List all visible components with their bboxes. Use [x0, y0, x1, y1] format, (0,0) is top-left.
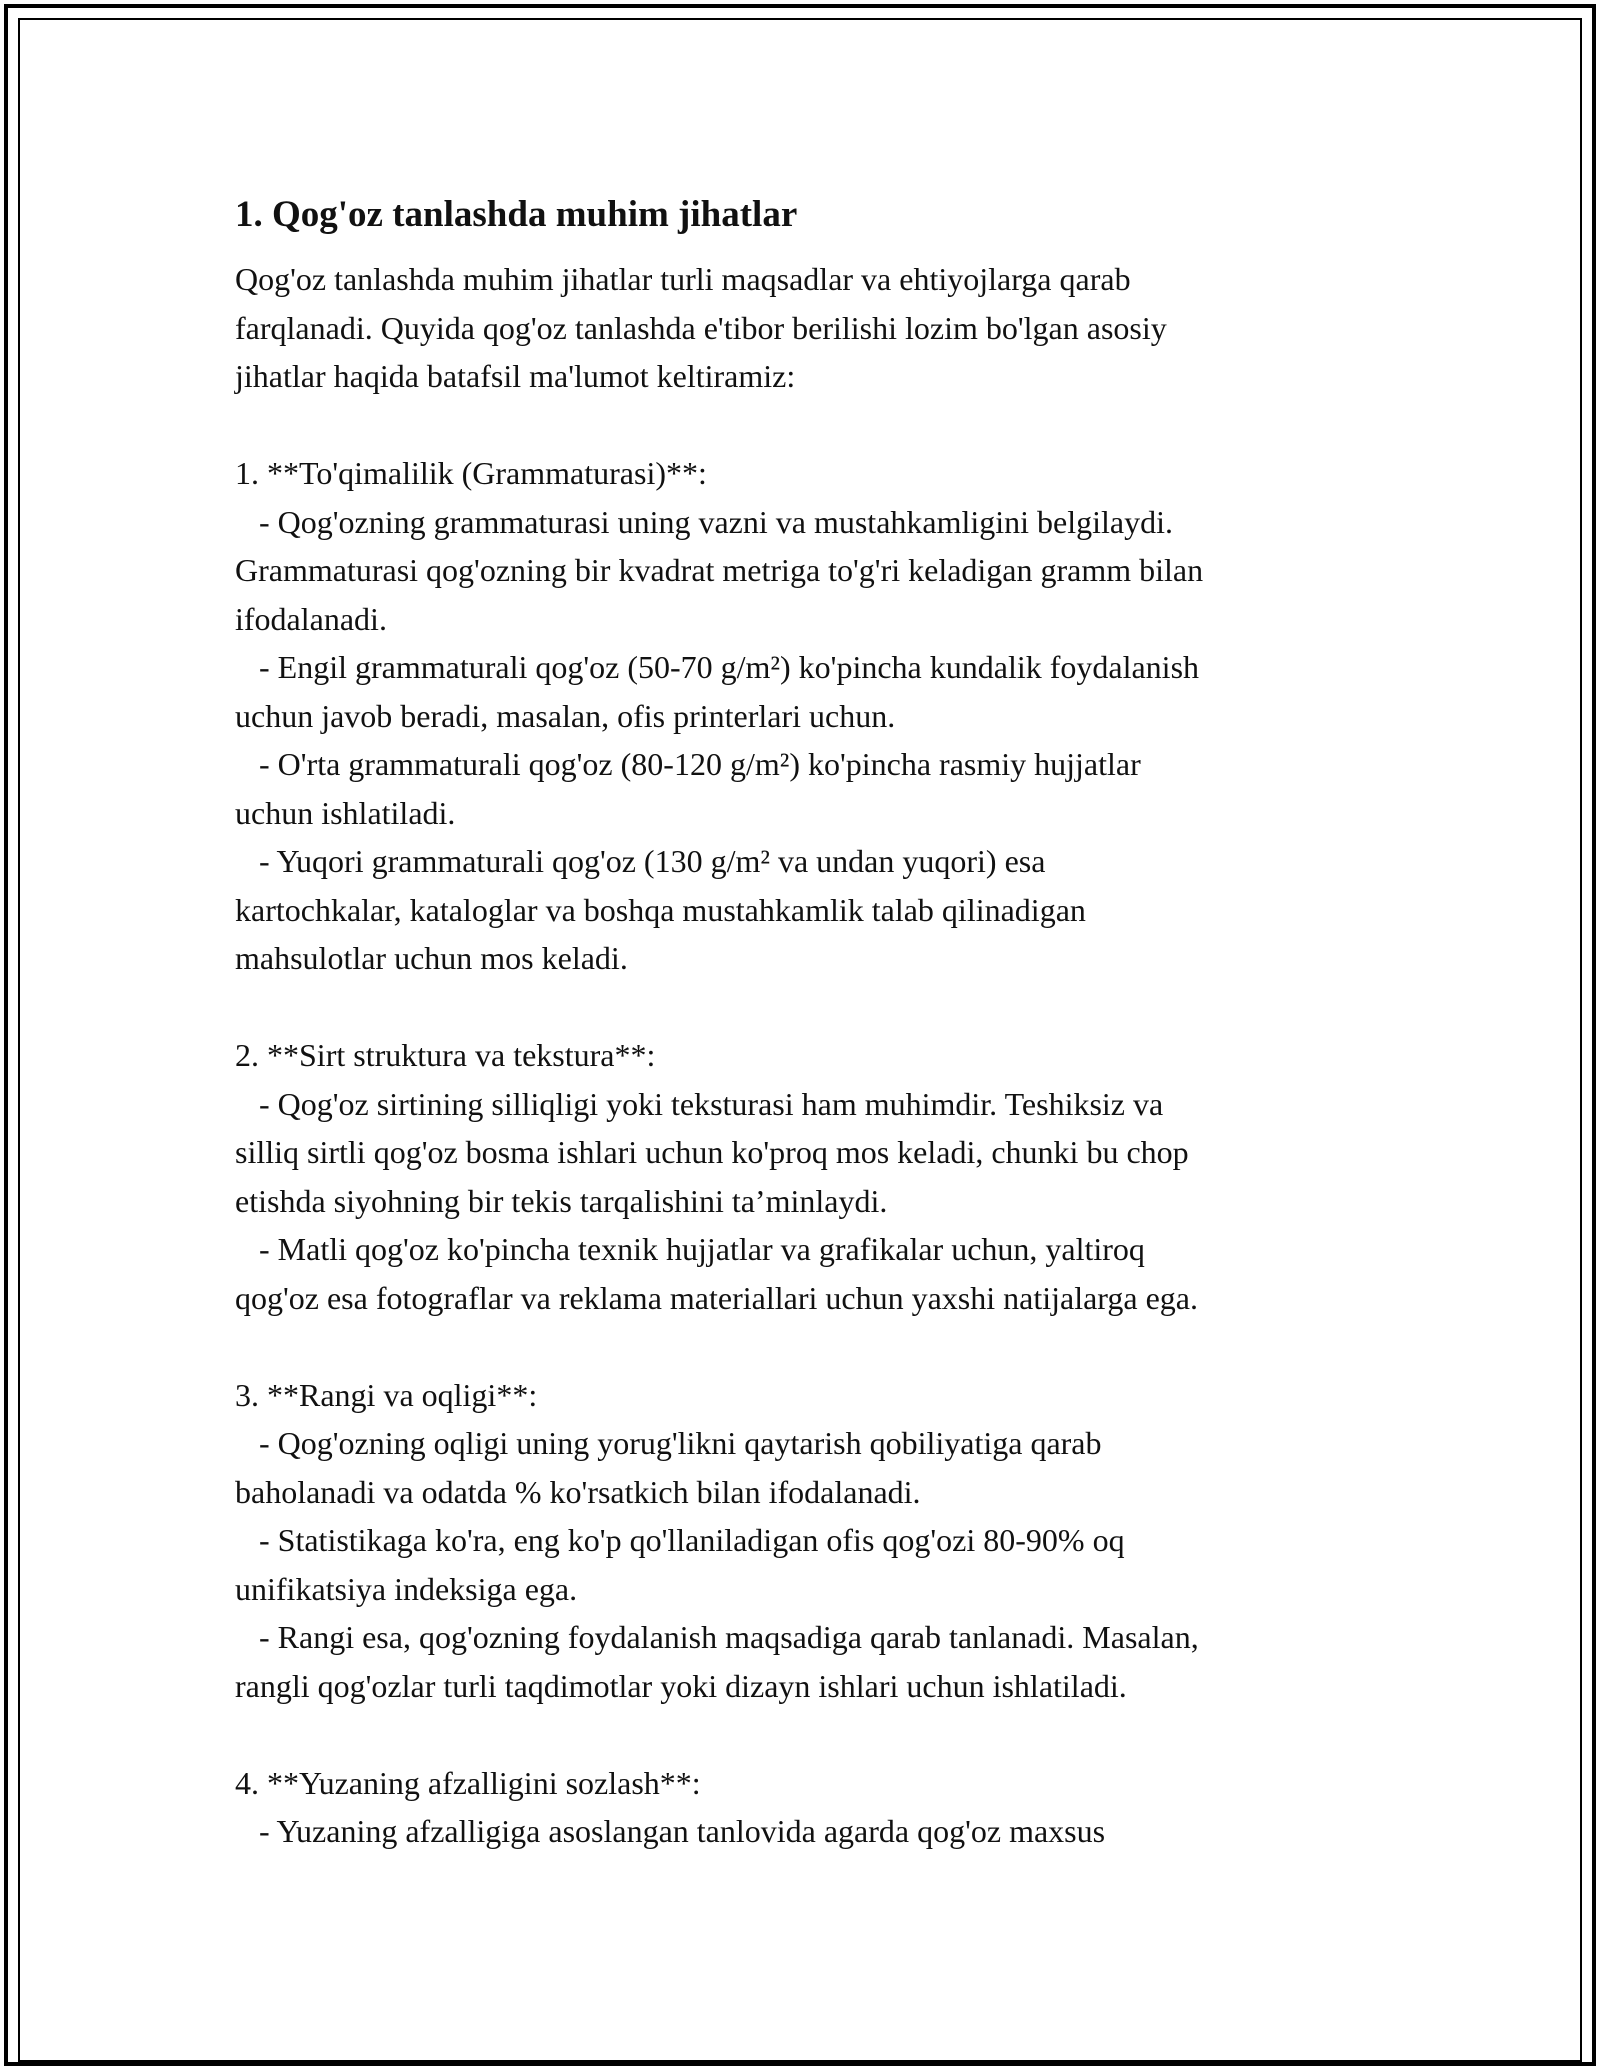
- text-line: - Yuzaning afzalligiga asoslangan tanlovida agarda qog'oz maxsus: [235, 1813, 1106, 1849]
- text-line: rangli qog'ozlar turli taqdimotlar yoki dizayn ishlari uchun ishlatiladi.: [235, 1667, 1127, 1704]
- text-line: ifodalanadi.: [235, 600, 387, 637]
- text-line: qog'oz esa fotograflar va reklama materiallari uchun yaxshi natijalarga ega.: [235, 1279, 1198, 1316]
- text-line: unifikatsiya indeksiga ega.: [235, 1570, 578, 1607]
- text-line: - Yuqori grammaturali qog'oz (130 g/m² va undan yuqori) esa: [235, 843, 1046, 879]
- text-line: 3. **Rangi va oqligi**:: [235, 1376, 538, 1413]
- text-line: - Matli qog'oz ko'pincha texnik hujjatlar va grafikalar uchun, yaltiroq: [235, 1231, 1145, 1267]
- text-line: - O'rta grammaturali qog'oz (80-120 g/m²) ko'pincha rasmiy hujjatlar: [235, 746, 1141, 782]
- text-line: - Statistikaga ko'ra, eng ko'p qo'llaniladigan ofis qog'ozi 80-90% oq: [235, 1522, 1125, 1558]
- blank-line: [235, 983, 1395, 1032]
- text-line: - Qog'ozning grammaturasi uning vazni va mustahkamligini belgilaydi.: [235, 503, 1174, 540]
- blank-line: [235, 1322, 1395, 1371]
- text-line: 4. **Yuzaning afzalligini sozlash**:: [235, 1764, 701, 1801]
- text-line: uchun javob beradi, masalan, ofis printerlari uchun.: [235, 697, 896, 734]
- blank-line: [235, 401, 1395, 450]
- document-text: [235, 255, 1395, 1856]
- text-line: etishda siyohning bir tekis tarqalishini ta’minlaydi.: [235, 1182, 888, 1219]
- text-line: silliq sirtli qog'oz bosma ishlari uchun ko'proq mos keladi, chunki bu chop: [235, 1134, 1189, 1170]
- text-line: jihatlar haqida batafsil ma'lumot keltiramiz:: [235, 358, 796, 394]
- text-line: Grammaturasi qog'ozning bir kvadrat metriga to'g'ri keladigan gramm bilan: [235, 552, 1204, 588]
- text-line: uchun ishlatiladi.: [235, 794, 456, 831]
- text-line: mahsulotlar uchun mos keladi.: [235, 940, 628, 976]
- text-line: kartochkalar, kataloglar va boshqa mustahkamlik talab qilinadigan: [235, 891, 1086, 928]
- blank-line: [235, 1710, 1395, 1759]
- text-line: 2. **Sirt struktura va tekstura**:: [235, 1037, 656, 1073]
- text-line: 1. **To'qimalilik (Grammaturasi)**:: [235, 455, 707, 491]
- text-line: Qog'oz tanlashda muhim jihatlar turli maqsadlar va ehtiyojlarga qarab: [235, 261, 1131, 297]
- text-line: baholanadi va odatda % ko'rsatkich bilan ifodalanadi.: [235, 1473, 921, 1510]
- text-line: - Qog'oz sirtining silliqligi yoki teksturasi ham muhimdir. Teshiksiz va: [235, 1085, 1164, 1122]
- text-line: - Rangi esa, qog'ozning foydalanish maqsadiga qarab tanlanadi. Masalan,: [235, 1619, 1199, 1655]
- text-line: - Engil grammaturali qog'oz (50-70 g/m²) ko'pincha kundalik foydalanish: [235, 649, 1200, 685]
- document-body: [235, 185, 1395, 1856]
- document-title: 1. Qog'oz tanlashda muhim jihatlar: [235, 194, 798, 235]
- text-line: farqlanadi. Quyida qog'oz tanlashda e'tibor berilishi lozim bo'lgan asosiy: [235, 309, 1167, 346]
- text-line: - Qog'ozning oqligi uning yorug'likni qaytarish qobiliyatiga qarab: [235, 1425, 1102, 1461]
